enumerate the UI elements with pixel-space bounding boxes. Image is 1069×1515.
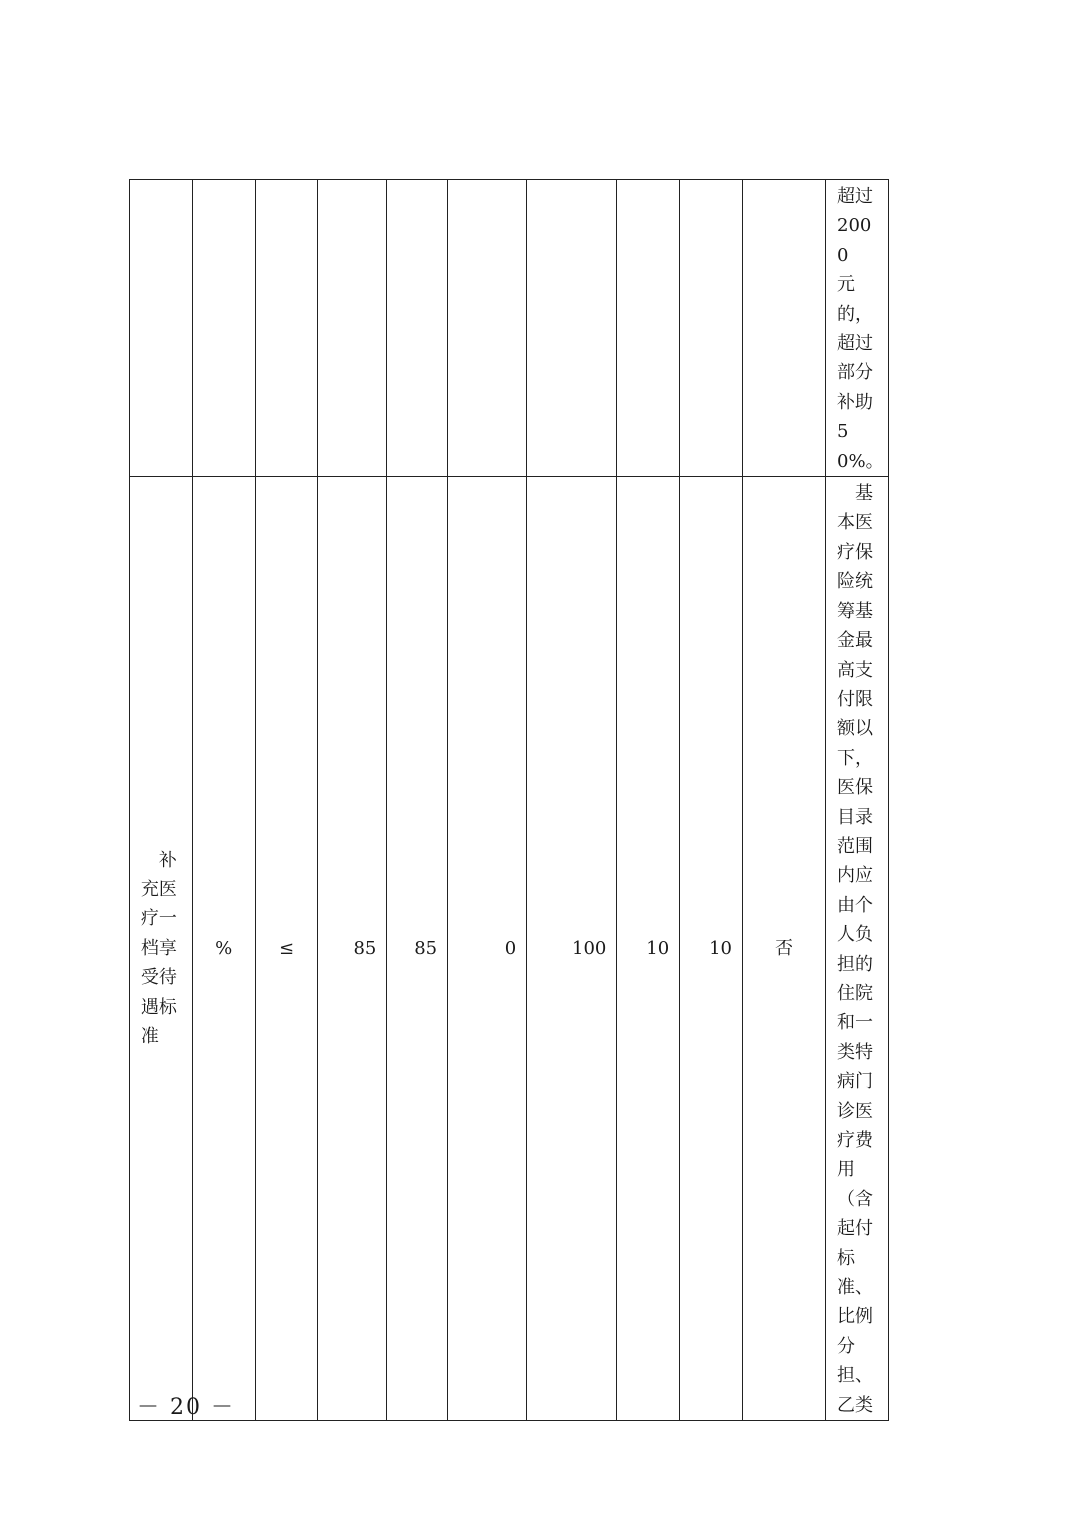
cell-value-e: 10 — [617, 477, 680, 1421]
cell-unit: % — [192, 477, 255, 1421]
cell-value-f-empty — [680, 180, 743, 477]
cell-value-e-empty — [617, 180, 680, 477]
policy-table — [129, 179, 889, 1421]
note-text: 超过 2000 元 的， 超过 部分 补助 50%。 — [837, 186, 884, 472]
cell-indicator — [130, 477, 193, 1421]
cell-flag: 否 — [742, 477, 825, 1421]
cell-unit-empty — [192, 180, 255, 477]
note-text: 基 本医 疗保 险统 筹基 金最 高支 付限 额以 下， 医保 目录 范围 内应 由个 人负 担的 住院 和一 类特 病门 诊医 疗费 用 （含 起付 标 准、 比例 分 担、 乙类 — [837, 483, 874, 1416]
cell-value-d-empty — [527, 180, 617, 477]
cell-note-main — [826, 477, 889, 1421]
page-number: － 20 － — [137, 1395, 235, 1420]
cell-value-c: 0 — [448, 477, 527, 1421]
indicator-text: 补 充医 疗一 档享 受待 遇标 准 — [140, 849, 177, 1048]
cell-indicator-empty — [130, 180, 193, 477]
cell-value-a-empty — [318, 180, 387, 477]
cell-value-c-empty — [448, 180, 527, 477]
cell-value-b-empty — [387, 180, 448, 477]
cell-value-b: 85 — [387, 477, 448, 1421]
cell-operator-empty — [255, 180, 318, 477]
cell-value-f: 10 — [680, 477, 743, 1421]
cell-operator: ≤ — [255, 477, 318, 1421]
table-row-continuation — [130, 180, 889, 477]
cell-value-d: 100 — [527, 477, 617, 1421]
cell-value-a: 85 — [318, 477, 387, 1421]
cell-note-continuation — [826, 180, 889, 477]
cell-flag-empty — [742, 180, 825, 477]
table-row-main — [130, 477, 889, 1421]
